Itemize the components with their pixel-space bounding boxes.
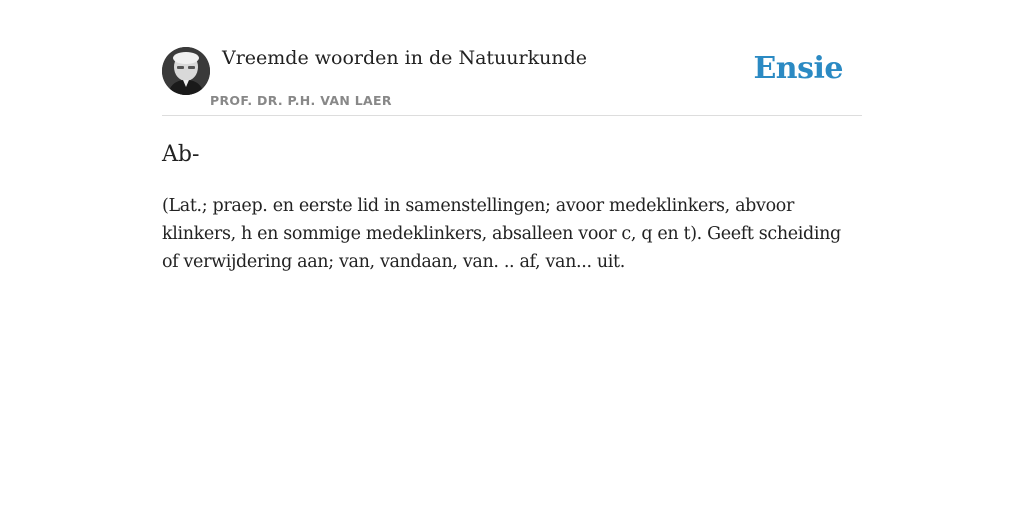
author-name: PROF. DR. P.H. VAN LAER bbox=[210, 93, 392, 108]
entry-definition: (Lat.; praep. en eerste lid in samenstellingen; avoor medeklinkers, abvoor klinkers, h en sommige medeklinkers, absalleen voor c, q en t). Geeft scheiding of verwijdering aan; van, vandaan, van. .. af, van... uit. bbox=[162, 196, 841, 272]
ensie-logo[interactable]: Ensie bbox=[753, 51, 843, 86]
author-avatar[interactable] bbox=[162, 47, 210, 95]
page-header bbox=[162, 0, 862, 116]
page-container bbox=[162, 0, 862, 272]
entry-title: Ab- bbox=[162, 142, 200, 167]
author-portrait-icon bbox=[162, 47, 210, 95]
book-title-link[interactable]: Vreemde woorden in de Natuurkunde bbox=[222, 47, 587, 69]
